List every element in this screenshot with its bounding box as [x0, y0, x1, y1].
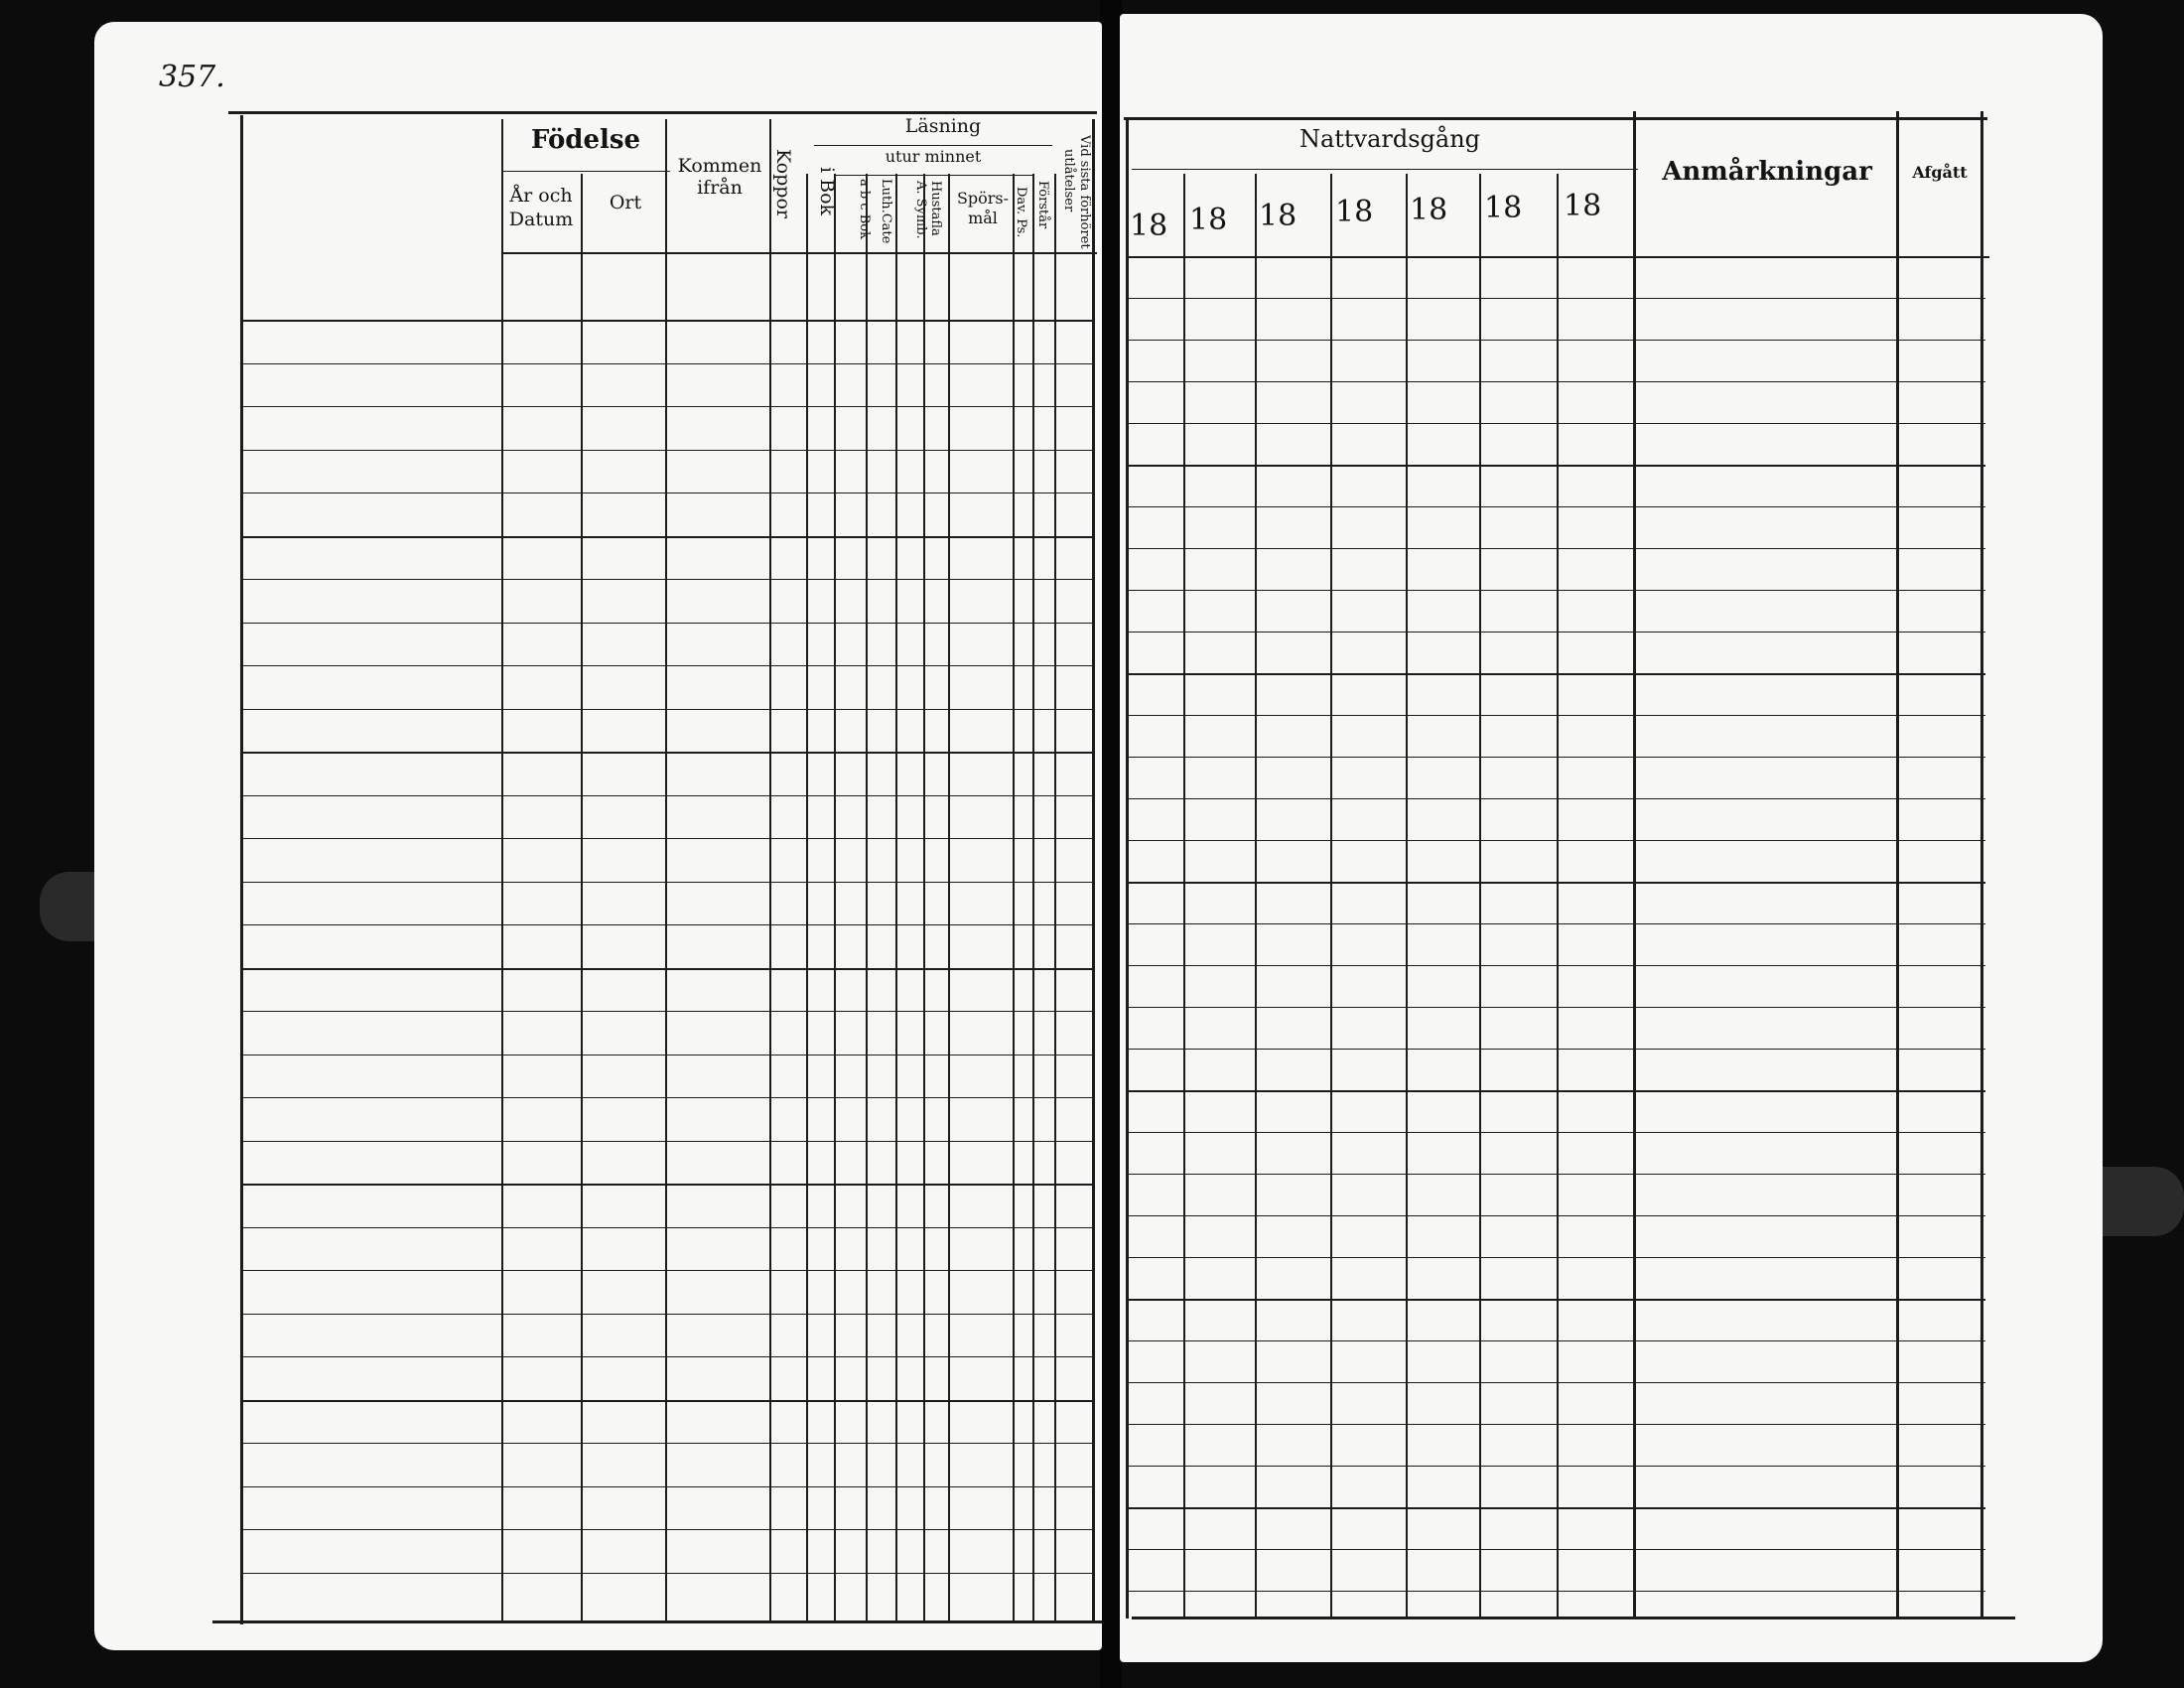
right-row-rule: [1126, 923, 1985, 924]
left-row-rule: [240, 1314, 1092, 1315]
left-col-rule-7: [866, 174, 868, 1620]
forstar-label: Förstår: [1035, 181, 1050, 229]
ort-label: Ort: [609, 192, 642, 213]
left-row-rule: [240, 363, 1092, 364]
right-col-rule-7: [1633, 111, 1636, 1617]
afgatt-header: Afgått: [1912, 163, 1968, 182]
left-row-rule: [240, 752, 1092, 754]
left-col-rule-4: [769, 119, 771, 1620]
right-row-rule: [1126, 965, 1985, 966]
left-top-rule: [228, 111, 1097, 114]
left-row-rule: [240, 882, 1092, 883]
ar-och-label: År och: [509, 185, 573, 207]
left-row-rule: [240, 1227, 1092, 1228]
ifran-label: ifrån: [697, 177, 743, 199]
right-row-rule: [1126, 423, 1985, 424]
left-col-rule-14: [1092, 119, 1095, 1620]
right-row-rule: [1126, 298, 1985, 299]
left-row-rule: [240, 1573, 1092, 1574]
mal-label: mål: [968, 209, 998, 227]
right-row-rule: [1126, 1132, 1985, 1133]
spors-label: Spörs-: [956, 189, 1010, 208]
right-col-rule-4: [1406, 174, 1408, 1617]
right-col-rule-9: [1980, 111, 1983, 1617]
year-1-label: 18: [1130, 209, 1168, 243]
left-bottom-rule: [212, 1620, 1102, 1623]
right-row-rule: [1126, 1174, 1985, 1175]
right-row-rule: [1126, 1007, 1985, 1008]
left-row-rule: [240, 1529, 1092, 1530]
right-inner-edge: [1126, 119, 1129, 1618]
right-row-rule: [1126, 465, 1985, 467]
right-row-rule: [1126, 548, 1985, 549]
right-row-rule: [1126, 590, 1985, 591]
dav-ps-label: Dav. Ps.: [1014, 187, 1028, 238]
page-number: 357.: [159, 60, 225, 94]
left-row-rule: [240, 709, 1092, 710]
right-row-rule: [1126, 840, 1985, 841]
left-row-rule: [240, 1356, 1092, 1357]
right-row-rule: [1126, 1257, 1985, 1258]
lasning-header: Läsning: [904, 115, 982, 137]
right-row-rule: [1126, 1549, 1985, 1550]
right-col-rule-5: [1479, 174, 1481, 1617]
right-row-rule: [1126, 1466, 1985, 1467]
left-row-rule: [240, 406, 1092, 407]
right-row-rule: [1126, 757, 1985, 758]
left-outer-edge: [240, 115, 243, 1624]
year-7-label: 18: [1564, 189, 1602, 223]
right-row-rule: [1126, 1591, 1985, 1592]
right-row-rule: [1126, 1299, 1985, 1301]
right-row-rule: [1126, 340, 1985, 341]
right-top-rule: [1124, 117, 1987, 120]
right-row-rule: [1126, 1382, 1985, 1383]
left-row-rule: [240, 1141, 1092, 1142]
hustafla-label: Hustafla: [928, 181, 943, 236]
left-row-rule: [240, 1097, 1092, 1098]
right-row-rule: [1126, 1090, 1985, 1092]
luth-cate-label: Luth.Cate: [879, 179, 893, 244]
i-bok-label: i Bok: [816, 167, 838, 216]
right-col-rule-8: [1896, 111, 1899, 1617]
left-row-rule: [240, 450, 1092, 451]
left-row-rule: [240, 536, 1092, 538]
koppor-label: Koppor: [772, 149, 794, 218]
left-row-rule: [240, 1011, 1092, 1012]
right-bottom-rule: [1132, 1617, 2015, 1619]
left-col-rule-11: [1013, 174, 1015, 1620]
right-row-rule: [1126, 1424, 1985, 1425]
right-row-rule: [1126, 715, 1985, 716]
right-row-rule: [1126, 506, 1985, 507]
a-symb-label: A. Symb.: [913, 181, 928, 239]
right-page: [1120, 14, 2103, 1662]
sub-header-rule: [501, 252, 1097, 254]
left-col-rule-8: [895, 174, 897, 1620]
nattvardsgang-header: Nattvardsgång: [1298, 125, 1481, 153]
right-row-rule: [1126, 381, 1985, 382]
year-6-label: 18: [1484, 191, 1523, 225]
year-2-label: 18: [1189, 203, 1228, 237]
left-col-rule-6: [834, 174, 836, 1620]
right-col-rule-3: [1330, 174, 1332, 1617]
utur-minnet-label: utur minnet: [885, 147, 982, 166]
lasning-underline: [814, 145, 1052, 146]
right-col-rule-2: [1255, 174, 1257, 1617]
left-row-rule: [240, 1443, 1092, 1444]
right-row-rule: [1126, 798, 1985, 799]
right-row-rule: [1126, 1215, 1985, 1216]
left-col-rule-12: [1032, 174, 1034, 1620]
left-row-rule: [240, 924, 1092, 925]
left-page: [94, 22, 1102, 1650]
vid-sista-forhoret-label: Vid sista förhöret: [1077, 135, 1092, 249]
kommen-label: Kommen: [677, 155, 762, 177]
left-row-rule: [240, 665, 1092, 666]
left-col-rule-5: [806, 174, 808, 1620]
right-col-rule-6: [1557, 174, 1559, 1617]
year-4-label: 18: [1335, 195, 1374, 229]
left-row-rule: [240, 968, 1092, 970]
abc-bok-label: a b c Bok: [857, 179, 872, 240]
left-row-rule: [240, 1270, 1092, 1271]
right-row-rule: [1126, 882, 1985, 884]
year-5-label: 18: [1410, 193, 1448, 227]
datum-label: Datum: [508, 209, 574, 230]
right-col-rule-1: [1183, 174, 1185, 1617]
right-row-rule: [1126, 673, 1985, 675]
left-col-rule-3: [665, 119, 667, 1620]
fodelse-header: Födelse: [530, 125, 641, 155]
left-row-rule: [240, 1486, 1092, 1487]
left-row-rule: [240, 579, 1092, 580]
book-gutter: [1100, 0, 1122, 1688]
left-col-rule-10: [948, 174, 950, 1620]
nattvardsgang-underline: [1132, 169, 1638, 170]
left-header-bottom-rule: [240, 320, 1094, 322]
left-col-rule-1: [501, 119, 503, 1620]
left-row-rule: [240, 1400, 1092, 1402]
right-row-rule: [1126, 1340, 1985, 1341]
left-row-rule: [240, 492, 1092, 493]
right-row-rule: [1126, 1507, 1985, 1509]
left-row-rule: [240, 795, 1092, 796]
left-col-rule-13: [1054, 174, 1056, 1620]
anmarkningar-header: Anmårkningar: [1662, 157, 1872, 187]
right-row-rule: [1126, 1049, 1985, 1050]
right-row-rule: [1126, 632, 1985, 633]
utlatelser-label: utlåtelser: [1061, 149, 1076, 212]
left-row-rule: [240, 623, 1092, 624]
left-row-rule: [240, 1184, 1092, 1186]
left-col-rule-2: [581, 174, 583, 1620]
year-3-label: 18: [1259, 199, 1297, 233]
left-row-rule: [240, 838, 1092, 839]
fodelse-underline: [501, 171, 670, 172]
utur-minnet-underline: [834, 175, 1032, 176]
left-col-rule-9: [923, 174, 925, 1620]
